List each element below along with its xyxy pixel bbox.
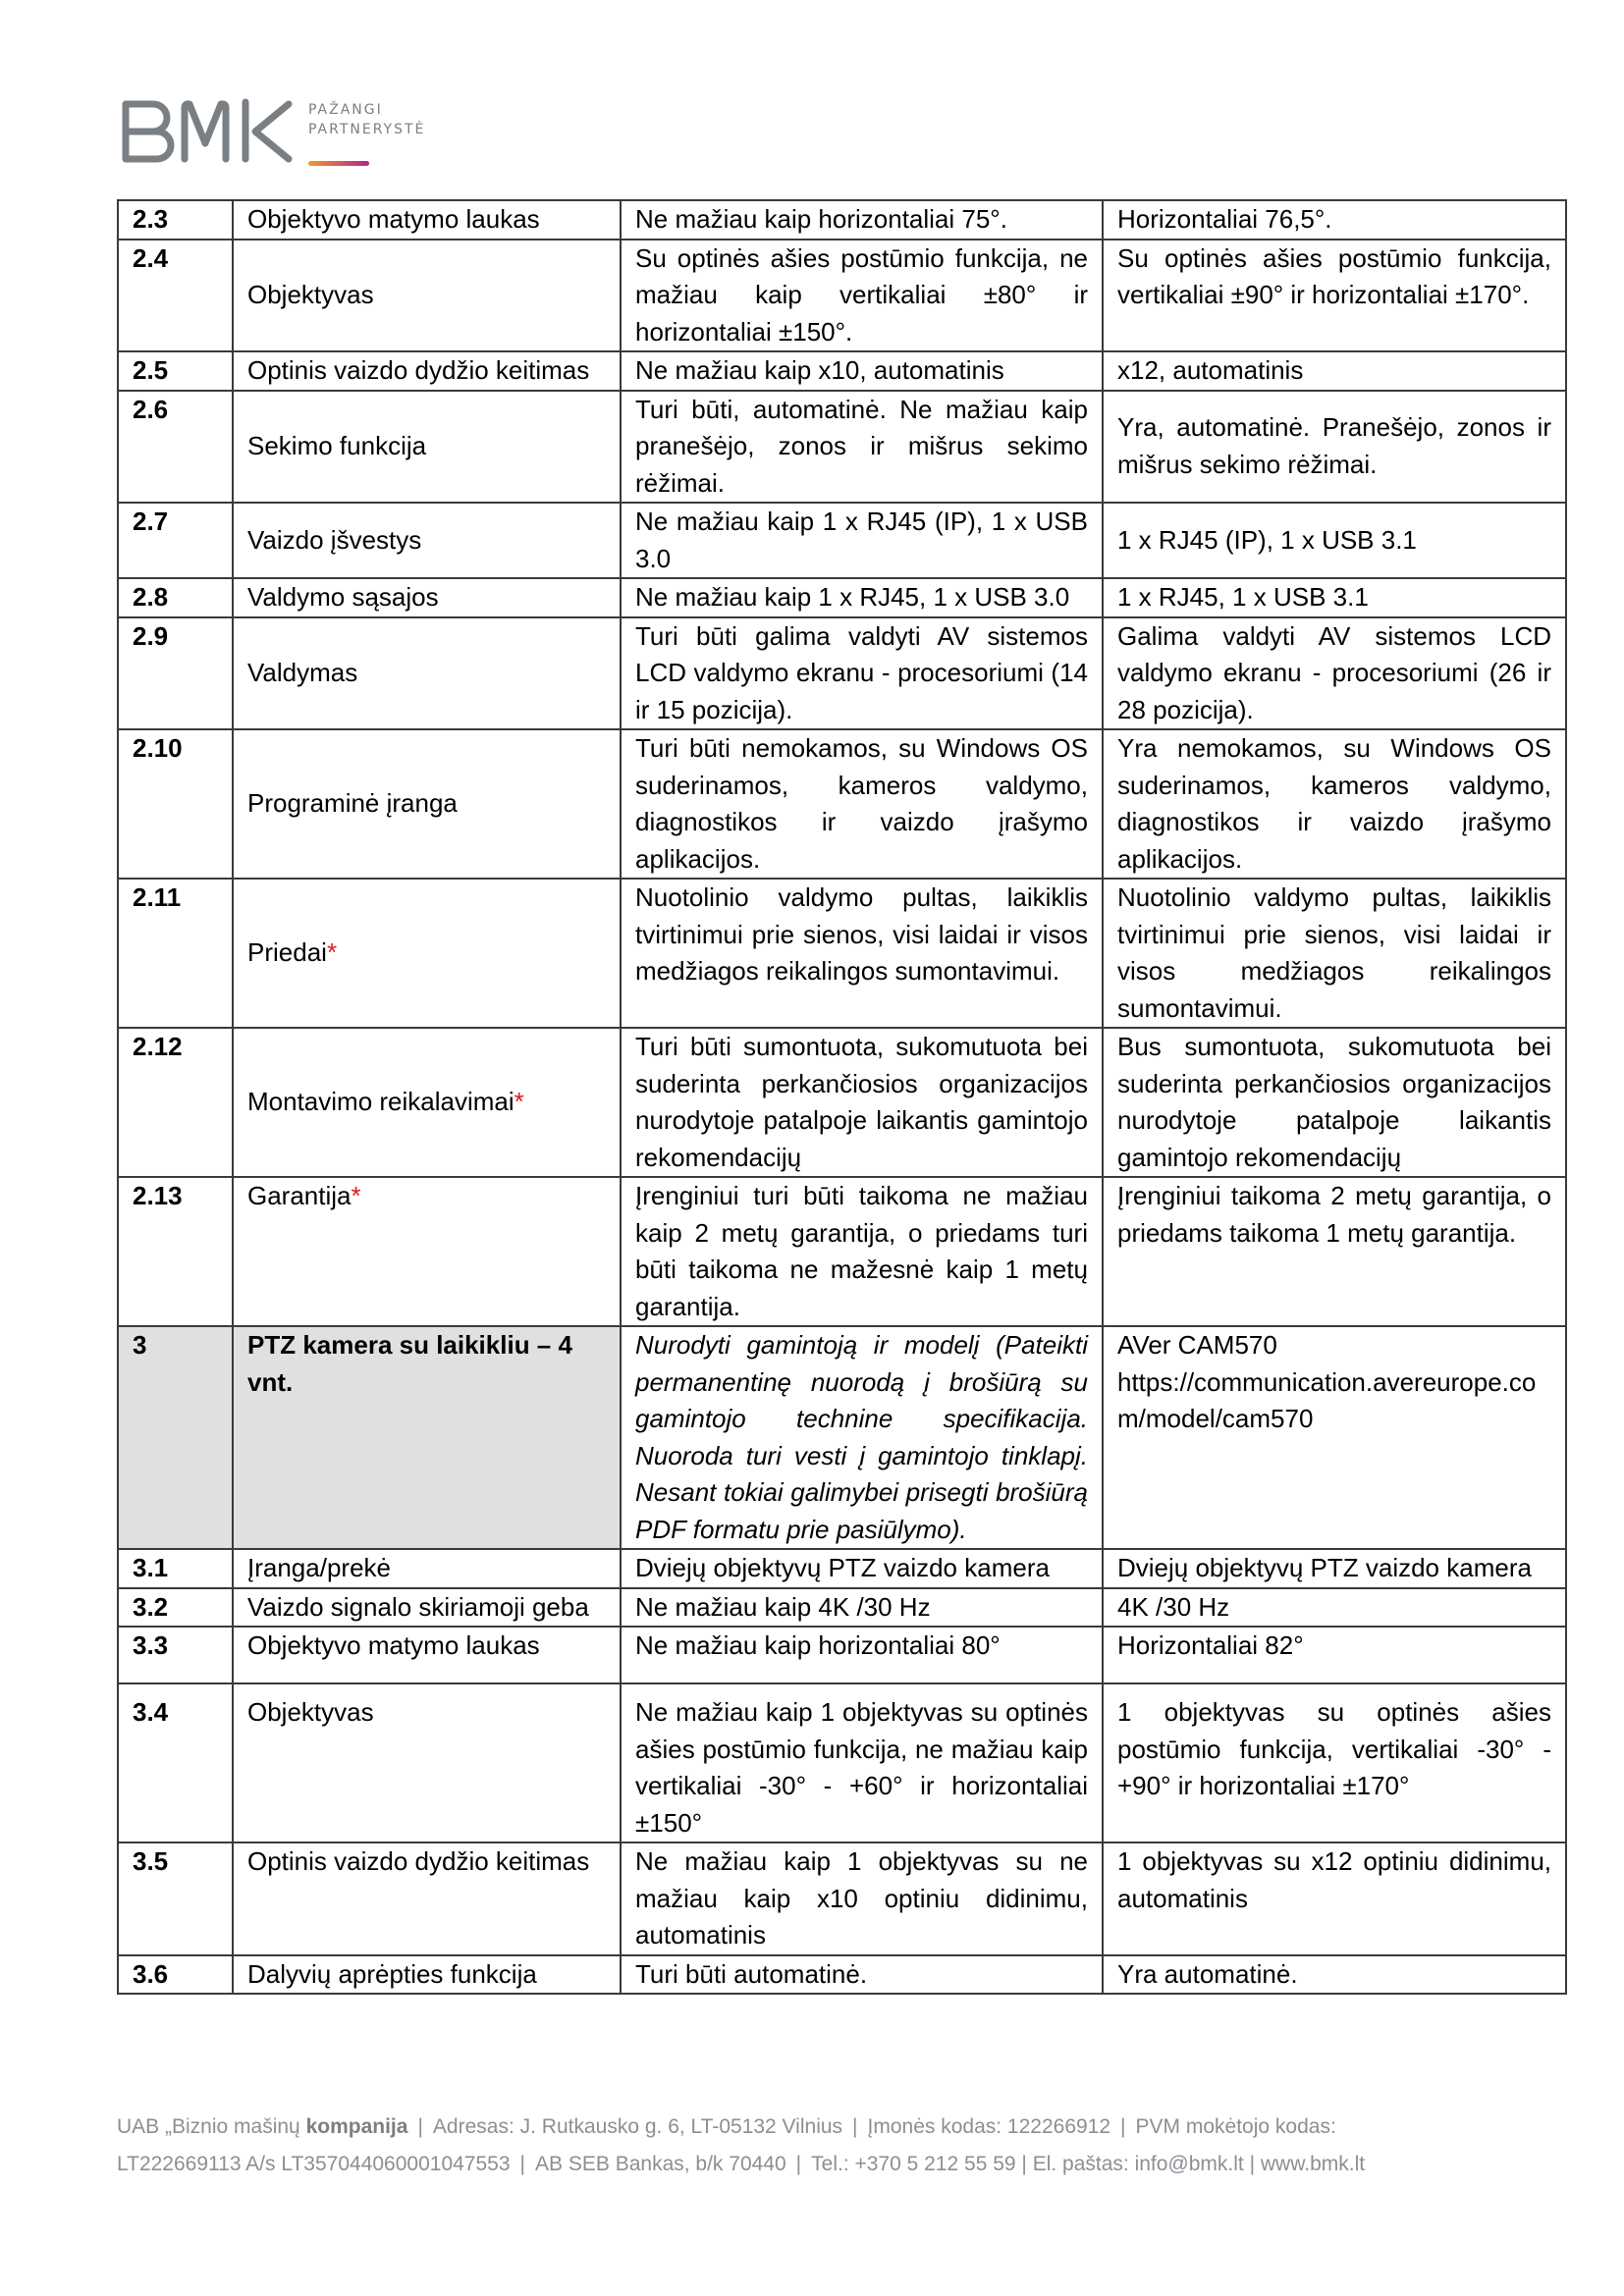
table-row xyxy=(118,729,1566,879)
row-number: 2.12 xyxy=(118,1028,233,1177)
required-asterisk: * xyxy=(351,1181,361,1210)
requirement-cell: Su optinės ašies postūmio funkcija, ne mažiau kaip vertikaliai ±80° ir horizontaliai ±150°. xyxy=(621,240,1103,352)
row-number: 2.11 xyxy=(118,879,233,1028)
table-row xyxy=(118,503,1566,578)
table-row xyxy=(118,879,1566,1028)
parameter-name: Valdymo sąsajos xyxy=(233,578,621,617)
parameter-name: Sekimo funkcija xyxy=(233,391,621,504)
vat-and-account: LT222669113 A/s LT357044060001047553 xyxy=(117,2153,511,2175)
requirement-cell: Dviejų objektyvų PTZ vaizdo kamera xyxy=(621,1549,1103,1588)
tagline-line-2: PARTNERYSTĖ xyxy=(308,122,426,137)
parameter-name xyxy=(233,879,621,1028)
required-asterisk: * xyxy=(514,1087,524,1117)
offer-cell: Horizontaliai 82° xyxy=(1103,1627,1566,1683)
table-row xyxy=(118,351,1566,391)
parameter-name: Objektyvas xyxy=(233,240,621,352)
table-row xyxy=(118,240,1566,352)
offer-cell: Yra automatinė. xyxy=(1103,1955,1566,1995)
logo-accent-bar xyxy=(308,161,369,166)
parameter-name: Programinė įranga xyxy=(233,729,621,879)
table-row xyxy=(118,1842,1566,1955)
table-row xyxy=(118,1549,1566,1588)
row-number: 2.3 xyxy=(118,200,233,240)
parameter-name: Optinis vaizdo dydžio keitimas xyxy=(233,1842,621,1955)
row-number: 3.6 xyxy=(118,1955,233,1995)
offer-model: AVer CAM570 xyxy=(1117,1330,1277,1360)
parameter-name xyxy=(233,1028,621,1177)
required-asterisk: * xyxy=(326,937,338,968)
requirement-cell: Ne mažiau kaip 4K /30 Hz xyxy=(621,1588,1103,1628)
email-address[interactable]: El. paštas: info@bmk.lt xyxy=(1032,2153,1244,2175)
table-row xyxy=(118,1955,1566,1995)
footer-line-2: LT222669113 A/s LT357044060001047553 | AB SEB Bankas, b/k 70440 | Tel.: +370 5 212 55 59 | El. paštas: info@bmk.lt | www.bmk.lt xyxy=(117,2153,1366,2175)
parameter-name: Vaizdo įšvestys xyxy=(233,503,621,578)
row-number: 2.7 xyxy=(118,503,233,578)
row-number: 2.8 xyxy=(118,578,233,617)
table-row xyxy=(118,1177,1566,1326)
requirement-cell: Ne mažiau kaip 1 objektyvas su ne mažiau kaip x10 optiniu didinimu, automatinis xyxy=(621,1842,1103,1955)
page-footer xyxy=(117,2109,1541,2183)
requirement-cell: Turi būti, automatinė. Ne mažiau kaip pranešėjo, zonos ir mišrus sekimo rėžimai. xyxy=(621,391,1103,504)
parameter-name-text: Montavimo reikalavimai xyxy=(247,1087,514,1117)
table-row xyxy=(118,617,1566,730)
requirement-cell: Nuotolinio valdymo pultas, laikiklis tvirtinimui prie sienos, visi laidai ir visos medžiagos reikalingos sumontavimui. xyxy=(621,879,1103,1028)
row-number: 3.4 xyxy=(118,1683,233,1842)
requirement-cell: Ne mažiau kaip 1 objektyvas su optinės ašies postūmio funkcija, ne mažiau kaip vertikaliai -30° - +60° ir horizontaliai ±150° xyxy=(621,1683,1103,1842)
requirement-cell: Ne mažiau kaip horizontaliai 75°. xyxy=(621,200,1103,240)
offer-cell: Horizontaliai 76,5°. xyxy=(1103,200,1566,240)
requirement-cell: Ne mažiau kaip 1 x RJ45, 1 x USB 3.0 xyxy=(621,578,1103,617)
specification-table xyxy=(117,199,1567,1995)
company-name-bold: kompanija xyxy=(305,2115,408,2138)
parameter-name-text: Garantija xyxy=(247,1181,352,1210)
offer-cell: 1 objektyvas su optinės ašies postūmio funkcija, vertikaliai -30° - +90° ir horizontaliai ±170° xyxy=(1103,1683,1566,1842)
row-number: 3.1 xyxy=(118,1549,233,1588)
offer-cell: Yra nemokamos, su Windows OS suderinamos, kameros valdymo, diagnostikos ir vaizdo įrašymo aplikacijos. xyxy=(1103,729,1566,879)
requirement-cell: Nurodyti gamintoją ir modelį (Pateikti permanentinę nuorodą į brošiūrą su gamintojo technine specifikacija. Nuoroda turi vesti į gamintojo tinklapį. Nesant tokiai galimybei prisegti brošiūrą PDF formatu prie pasiūlymo). xyxy=(621,1326,1103,1549)
table-row xyxy=(118,391,1566,504)
requirement-cell: Turi būti automatinė. xyxy=(621,1955,1103,1995)
offer-cell: Nuotolinio valdymo pultas, laikiklis tvirtinimui prie sienos, visi laidai ir visos medžiagos reikalingos sumontavimui. xyxy=(1103,879,1566,1028)
offer-cell: Galima valdyti AV sistemos LCD valdymo ekranu - procesoriumi (26 ir 28 pozicija). xyxy=(1103,617,1566,730)
section-number: 3 xyxy=(118,1326,233,1549)
table-row xyxy=(118,1028,1566,1177)
requirement-cell: Turi būti nemokamos, su Windows OS suderinamos, kameros valdymo, diagnostikos ir vaizdo įrašymo aplikacijos. xyxy=(621,729,1103,879)
section-title: PTZ kamera su laikikliu – 4 vnt. xyxy=(233,1326,621,1549)
bank-info: AB SEB Bankas, b/k 70440 xyxy=(535,2153,786,2175)
company-address: Adresas: J. Rutkausko g. 6, LT-05132 Vilnius xyxy=(432,2115,843,2138)
company-logo xyxy=(120,98,454,177)
parameter-name: Dalyvių aprėpties funkcija xyxy=(233,1955,621,1995)
table-row xyxy=(118,1588,1566,1628)
offer-cell xyxy=(1103,1326,1566,1549)
row-number: 3.5 xyxy=(118,1842,233,1955)
offer-cell: Yra, automatinė. Pranešėjo, zonos ir mišrus sekimo rėžimai. xyxy=(1103,391,1566,504)
tagline-line-1: PAŽANGI xyxy=(308,102,383,118)
offer-cell: Su optinės ašies postūmio funkcija, vertikaliai ±90° ir horizontaliai ±170°. xyxy=(1103,240,1566,352)
table-row xyxy=(118,1627,1566,1683)
logo-tagline xyxy=(308,100,425,139)
parameter-name xyxy=(233,1177,621,1326)
requirement-cell: Ne mažiau kaip horizontaliai 80° xyxy=(621,1627,1103,1683)
table-row xyxy=(118,1683,1566,1842)
parameter-name: Objektyvo matymo laukas xyxy=(233,200,621,240)
row-number: 2.13 xyxy=(118,1177,233,1326)
parameter-name: Valdymas xyxy=(233,617,621,730)
requirement-cell: Turi būti sumontuota, sukomutuota bei suderinta perkančiosios organizacijos nurodytoje patalpoje laikantis gamintojo rekomendacijų xyxy=(621,1028,1103,1177)
vat-label: PVM mokėtojo kodas: xyxy=(1135,2115,1336,2138)
requirement-cell: Turi būti galima valdyti AV sistemos LCD valdymo ekranu - procesoriumi (14 ir 15 pozicija). xyxy=(621,617,1103,730)
bmk-logo-icon xyxy=(120,98,298,163)
row-number: 2.6 xyxy=(118,391,233,504)
parameter-name: Objektyvo matymo laukas xyxy=(233,1627,621,1683)
company-code: Įmonės kodas: 122266912 xyxy=(867,2115,1111,2138)
row-number: 3.3 xyxy=(118,1627,233,1683)
website-link[interactable]: www.bmk.lt xyxy=(1260,2153,1366,2175)
offer-cell: Įrenginiui taikoma 2 metų garantija, o priedams taikoma 1 metų garantija. xyxy=(1103,1177,1566,1326)
parameter-name: Įranga/prekė xyxy=(233,1549,621,1588)
row-number: 2.9 xyxy=(118,617,233,730)
footer-line-1: UAB „Biznio mašinų kompanija | Adresas: J. Rutkausko g. 6, LT-05132 Vilnius | Įmonės kodas: 122266912 | PVM mokėtojo kodas: xyxy=(117,2115,1336,2138)
row-number: 2.5 xyxy=(118,351,233,391)
table-row xyxy=(118,578,1566,617)
requirement-cell: Ne mažiau kaip x10, automatinis xyxy=(621,351,1103,391)
offer-cell: 1 x RJ45 (IP), 1 x USB 3.1 xyxy=(1103,503,1566,578)
offer-cell: x12, automatinis xyxy=(1103,351,1566,391)
offer-cell: Bus sumontuota, sukomutuota bei suderinta perkančiosios organizacijos nurodytoje patalpoje laikantis gamintojo rekomendacijų xyxy=(1103,1028,1566,1177)
row-number: 3.2 xyxy=(118,1588,233,1628)
parameter-name-text: Priedai xyxy=(247,937,327,968)
requirement-cell: Ne mažiau kaip 1 x RJ45 (IP), 1 x USB 3.0 xyxy=(621,503,1103,578)
company-name: UAB „Biznio mašinų xyxy=(117,2115,300,2138)
section-header-row xyxy=(118,1326,1566,1549)
phone-number: Tel.: +370 5 212 55 59 xyxy=(811,2153,1016,2175)
offer-link[interactable]: https://communication.avereurope.com/model/cam570 xyxy=(1117,1366,1537,1433)
row-number: 2.10 xyxy=(118,729,233,879)
row-number: 2.4 xyxy=(118,240,233,352)
offer-cell: 1 objektyvas su x12 optiniu didinimu, automatinis xyxy=(1103,1842,1566,1955)
requirement-cell: Įrenginiui turi būti taikoma ne mažiau kaip 2 metų garantija, o priedams turi būti taikoma ne mažesnė kaip 1 metų garantija. xyxy=(621,1177,1103,1326)
offer-cell: 1 x RJ45, 1 x USB 3.1 xyxy=(1103,578,1566,617)
parameter-name: Objektyvas xyxy=(233,1683,621,1842)
parameter-name: Vaizdo signalo skiriamoji geba xyxy=(233,1588,621,1628)
offer-cell: Dviejų objektyvų PTZ vaizdo kamera xyxy=(1103,1549,1566,1588)
parameter-name: Optinis vaizdo dydžio keitimas xyxy=(233,351,621,391)
table-row xyxy=(118,200,1566,240)
offer-cell: 4K /30 Hz xyxy=(1103,1588,1566,1628)
